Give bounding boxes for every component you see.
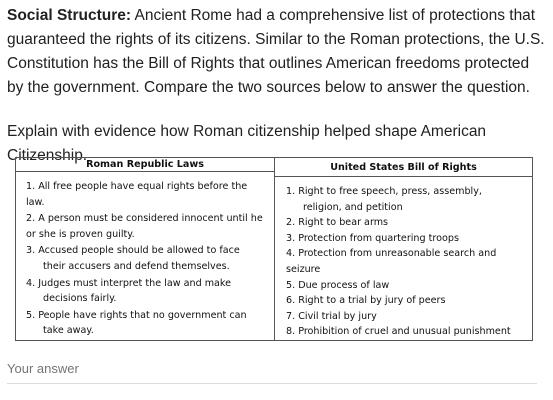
roman-laws-header: Roman Republic Laws [16,158,274,172]
bill-of-rights-item-6-line: 6. Right to a trial by jury of peers [286,295,446,307]
bill-of-rights-item-7-line: 7. Civil trial by jury [286,310,377,322]
bill-of-rights-item-8 [286,324,524,340]
question-text [7,4,547,168]
answer-input[interactable]: Your answer [7,361,79,376]
bill-of-rights-item-4-line: 4. Protection from unreasonable search and [286,248,497,260]
bill-of-rights-item-1 [286,184,524,215]
roman-laws-list [16,172,274,340]
bill-of-rights-header: United States Bill of Rights [275,158,532,177]
roman-law-item-2-line: or she is proven guilty. [26,228,135,240]
roman-law-item-5-line: 5. People have rights that no government can [26,309,247,321]
bill-of-rights-item-4 [286,246,524,277]
roman-law-item-4 [26,276,266,307]
bill-of-rights-item-1-line: 1. Right to free speech, press, assembly, [286,186,482,198]
bill-of-rights-item-5-line: 5. Due process of law [286,279,390,291]
bill-of-rights-item-2 [286,215,524,231]
roman-law-item-3-line: 3. Accused people should be allowed to face [26,245,240,257]
bill-of-rights-column [275,158,532,340]
roman-law-item-3-line: their accusers and defend themselves. [43,261,230,273]
comparison-table [15,157,533,341]
roman-law-item-1 [26,179,266,210]
bill-of-rights-item-3-line: 3. Protection from quartering troops [286,232,459,244]
roman-law-item-2 [26,211,266,242]
roman-law-item-4-line: 4. Judges must interpret the law and make [26,277,232,289]
bill-of-rights-item-4-line: seizure [286,264,321,276]
bill-of-rights-item-2-line: 2. Right to bear arms [286,217,389,229]
answer-underline [7,383,537,384]
bill-of-rights-item-1-line: religion, and petition [303,201,403,213]
roman-law-item-5-line: take away. [43,325,94,337]
roman-laws-column [16,158,275,340]
roman-law-item-1-line: 1. All free people have equal rights before the law. [26,181,248,208]
roman-law-item-5 [26,308,266,339]
roman-law-item-3 [26,243,266,274]
bill-of-rights-item-6 [286,293,524,309]
question-prompt: Explain with evidence how Roman citizenship helped shape American Citizenship. [7,123,487,164]
question-intro-bold: Social Structure: [7,7,132,24]
bill-of-rights-item-3 [286,231,524,247]
question-intro-text: Ancient Rome had a comprehensive list of protections that guaranteed the rights of its citizens. Similar to the Roman protections, the U.S. Constitution has the Bill of Rights that outlines American freedoms protected by the government. Compare the two sources below to answer the question. [7,7,545,96]
question-intro [7,4,547,100]
bill-of-rights-item-8-line: 8. Prohibition of cruel and unusual punishment [286,326,511,338]
bill-of-rights-item-5 [286,278,524,294]
bill-of-rights-item-7 [286,309,524,325]
bill-of-rights-list [275,177,532,340]
roman-law-item-2-line: 2. A person must be considered innocent until he [26,213,263,225]
roman-law-item-4-line: decisions fairly. [43,293,117,305]
